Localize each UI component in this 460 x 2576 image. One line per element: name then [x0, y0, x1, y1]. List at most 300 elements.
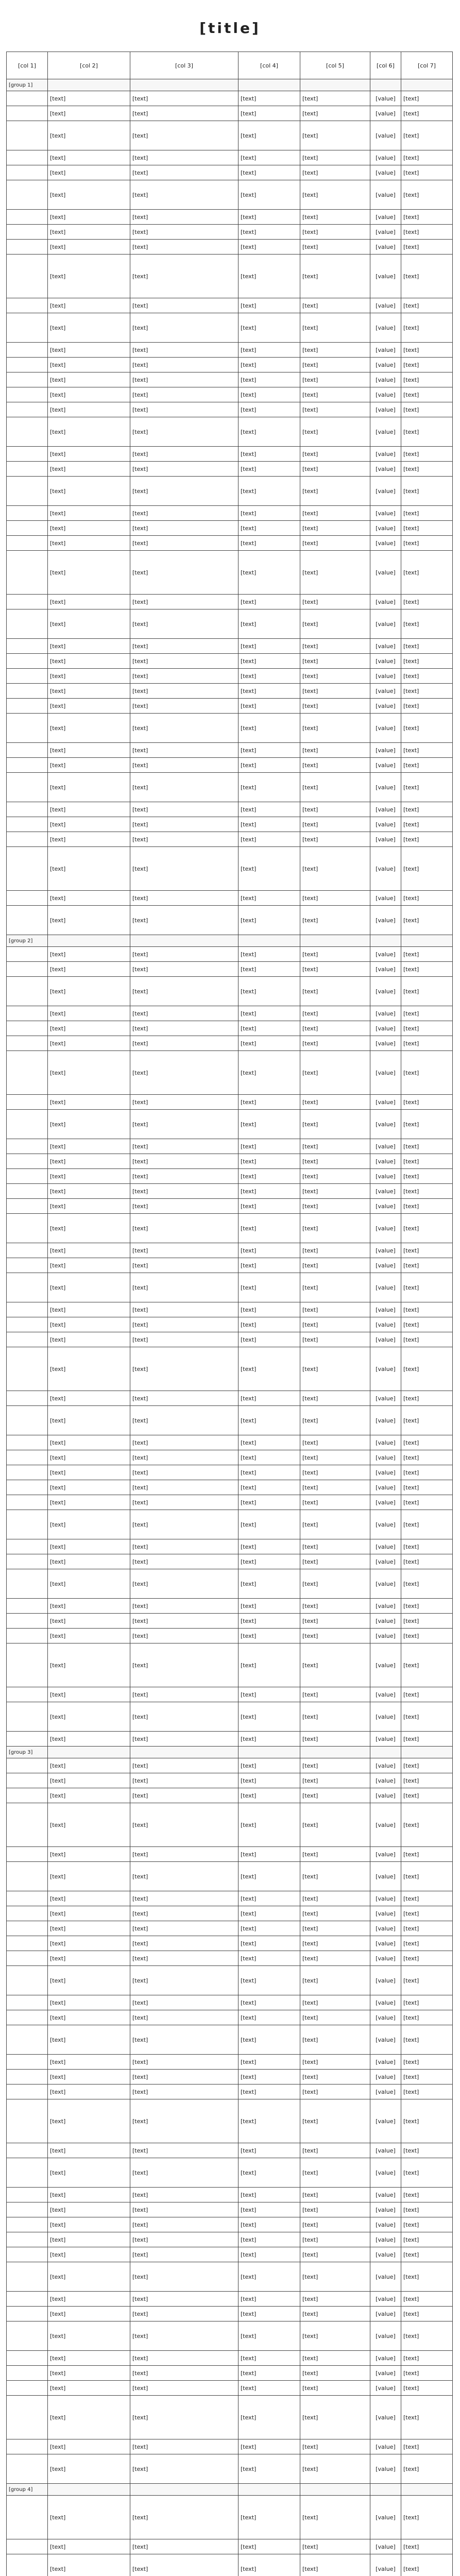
table-cell: [value]: [370, 654, 401, 669]
table-cell: [text]: [238, 1169, 300, 1184]
table-cell: [text]: [300, 947, 370, 962]
table-cell: [text]: [300, 2366, 370, 2381]
table-cell: [value]: [370, 1758, 401, 1773]
table-cell: [value]: [370, 358, 401, 372]
table-cell: [text]: [130, 2247, 238, 2262]
table-row: [7, 521, 453, 536]
table-row: [7, 669, 453, 684]
table-cell: [text]: [401, 1599, 453, 1614]
table-cell: [text]: [401, 1891, 453, 1906]
table-cell: [text]: [48, 1788, 130, 1803]
table-cell: [text]: [300, 2454, 370, 2484]
table-cell: [text]: [401, 2292, 453, 2307]
table-cell: [text]: [300, 1891, 370, 1906]
table-cell: [text]: [300, 1095, 370, 1110]
table-cell: [text]: [48, 1317, 130, 1332]
table-cell: [7, 1391, 48, 1406]
table-cell: [text]: [238, 536, 300, 551]
table-row: [7, 1332, 453, 1347]
table-cell: [text]: [130, 906, 238, 935]
group-empty-cell: [48, 1747, 130, 1758]
table-cell: [7, 891, 48, 906]
table-cell: [text]: [300, 1906, 370, 1921]
table-cell: [text]: [401, 817, 453, 832]
table-cell: [text]: [300, 402, 370, 417]
table-cell: [text]: [401, 1184, 453, 1199]
table-cell: [text]: [401, 2439, 453, 2454]
table-cell: [text]: [130, 121, 238, 150]
table-cell: [text]: [300, 165, 370, 180]
table-cell: [7, 1966, 48, 1995]
table-cell: [text]: [238, 1006, 300, 1021]
table-cell: [value]: [370, 1847, 401, 1862]
table-cell: [text]: [238, 1803, 300, 1847]
table-cell: [text]: [401, 2084, 453, 2099]
table-cell: [value]: [370, 521, 401, 536]
table-cell: [text]: [48, 1435, 130, 1450]
table-cell: [7, 402, 48, 417]
table-cell: [7, 2292, 48, 2307]
table-cell: [7, 2099, 48, 2143]
table-cell: [text]: [300, 536, 370, 551]
table-cell: [text]: [130, 1906, 238, 1921]
table-cell: [text]: [238, 1629, 300, 1643]
table-cell: [text]: [130, 669, 238, 684]
table-cell: [text]: [300, 832, 370, 847]
table-cell: [text]: [130, 1139, 238, 1154]
table-cell: [value]: [370, 802, 401, 817]
table-cell: [text]: [300, 1951, 370, 1966]
table-cell: [text]: [300, 1021, 370, 1036]
table-cell: [text]: [401, 2070, 453, 2084]
table-cell: [value]: [370, 2055, 401, 2070]
table-cell: [7, 313, 48, 343]
table-cell: [text]: [300, 2307, 370, 2321]
header-cell: [col 6]: [370, 52, 401, 79]
table-cell: [7, 1643, 48, 1687]
table-cell: [text]: [48, 1391, 130, 1406]
table-cell: [value]: [370, 1788, 401, 1803]
table-cell: [text]: [300, 1317, 370, 1332]
table-cell: [text]: [130, 2539, 238, 2554]
table-cell: [text]: [130, 2232, 238, 2247]
table-cell: [text]: [238, 2143, 300, 2158]
table-cell: [text]: [238, 891, 300, 906]
table-cell: [text]: [401, 2217, 453, 2232]
table-cell: [text]: [238, 684, 300, 699]
table-cell: [text]: [401, 1214, 453, 1243]
table-cell: [text]: [401, 1391, 453, 1406]
table-cell: [value]: [370, 1184, 401, 1199]
table-cell: [text]: [401, 947, 453, 962]
table-cell: [7, 2070, 48, 2084]
table-row: [7, 210, 453, 225]
table-cell: [text]: [401, 1773, 453, 1788]
table-cell: [value]: [370, 1906, 401, 1921]
table-cell: [text]: [401, 1465, 453, 1480]
table-cell: [value]: [370, 684, 401, 699]
table-cell: [text]: [401, 1169, 453, 1184]
table-cell: [text]: [130, 1406, 238, 1435]
table-cell: [text]: [130, 2292, 238, 2307]
table-cell: [value]: [370, 2439, 401, 2454]
table-cell: [text]: [401, 2366, 453, 2381]
table-cell: [text]: [300, 1803, 370, 1847]
table-cell: [text]: [130, 891, 238, 906]
table-cell: [text]: [48, 595, 130, 609]
table-cell: [text]: [238, 2454, 300, 2484]
table-cell: [value]: [370, 2188, 401, 2202]
table-row: [7, 1702, 453, 1732]
table-cell: [text]: [401, 1406, 453, 1435]
table-cell: [text]: [401, 1629, 453, 1643]
table-cell: [7, 2262, 48, 2292]
table-cell: [text]: [48, 1554, 130, 1569]
table-cell: [text]: [401, 1051, 453, 1095]
table-cell: [text]: [238, 2539, 300, 2554]
table-cell: [text]: [238, 2217, 300, 2232]
table-cell: [value]: [370, 891, 401, 906]
table-cell: [text]: [401, 847, 453, 891]
table-cell: [7, 2351, 48, 2366]
table-cell: [value]: [370, 2247, 401, 2262]
table-cell: [text]: [238, 521, 300, 536]
table-cell: [7, 1702, 48, 1732]
table-cell: [7, 2439, 48, 2454]
table-cell: [7, 536, 48, 551]
table-body: [7, 79, 453, 2576]
table-cell: [text]: [130, 180, 238, 210]
table-row: [7, 2010, 453, 2025]
table-cell: [7, 1891, 48, 1906]
table-cell: [value]: [370, 1480, 401, 1495]
table-cell: [value]: [370, 2321, 401, 2351]
group-empty-cell: [401, 935, 453, 947]
table-cell: [text]: [130, 150, 238, 165]
table-cell: [text]: [130, 1921, 238, 1936]
table-row: [7, 906, 453, 935]
table-cell: [text]: [238, 595, 300, 609]
table-cell: [text]: [300, 1258, 370, 1273]
table-cell: [text]: [48, 240, 130, 255]
table-cell: [text]: [48, 1243, 130, 1258]
group-empty-cell: [130, 79, 238, 91]
table-cell: [text]: [130, 1643, 238, 1687]
table-row: [7, 832, 453, 847]
table-cell: [text]: [401, 225, 453, 240]
table-row: [7, 1006, 453, 1021]
group-label: [group 3]: [7, 1747, 48, 1758]
table-cell: [text]: [300, 1214, 370, 1243]
table-cell: [text]: [401, 699, 453, 714]
table-cell: [text]: [48, 1021, 130, 1036]
table-cell: [text]: [401, 1273, 453, 1302]
table-cell: [text]: [130, 699, 238, 714]
header-cell: [col 2]: [48, 52, 130, 79]
table-cell: [text]: [48, 506, 130, 521]
table-cell: [text]: [130, 977, 238, 1006]
table-cell: [value]: [370, 906, 401, 935]
table-cell: [text]: [130, 1951, 238, 1966]
table-cell: [7, 1921, 48, 1936]
table-cell: [text]: [300, 1599, 370, 1614]
table-row: [7, 2554, 453, 2576]
table-cell: [text]: [300, 1450, 370, 1465]
table-cell: [text]: [48, 891, 130, 906]
table-cell: [text]: [238, 225, 300, 240]
table-cell: [text]: [300, 521, 370, 536]
table-row: [7, 225, 453, 240]
table-cell: [text]: [48, 2292, 130, 2307]
table-cell: [value]: [370, 165, 401, 180]
table-cell: [text]: [238, 1554, 300, 1569]
table-cell: [text]: [48, 1036, 130, 1051]
table-row: [7, 1110, 453, 1139]
table-cell: [text]: [300, 2188, 370, 2202]
table-cell: [text]: [48, 210, 130, 225]
table-cell: [text]: [238, 906, 300, 935]
table-cell: [text]: [48, 521, 130, 536]
table-row: [7, 1951, 453, 1966]
table-cell: [text]: [48, 847, 130, 891]
table-cell: [text]: [238, 2496, 300, 2539]
table-cell: [text]: [300, 669, 370, 684]
table-cell: [value]: [370, 847, 401, 891]
table-cell: [text]: [300, 1629, 370, 1643]
table-cell: [text]: [401, 962, 453, 977]
table-row: [7, 2396, 453, 2439]
table-cell: [text]: [48, 1599, 130, 1614]
table-cell: [text]: [300, 1788, 370, 1803]
table-cell: [7, 1803, 48, 1847]
table-cell: [7, 743, 48, 758]
table-cell: [text]: [300, 313, 370, 343]
table-cell: [text]: [401, 1862, 453, 1891]
table-cell: [7, 2232, 48, 2247]
table-cell: [7, 521, 48, 536]
table-row: [7, 313, 453, 343]
table-row: [7, 1450, 453, 1465]
table-cell: [7, 1258, 48, 1273]
table-cell: [text]: [130, 1995, 238, 2010]
table-cell: [value]: [370, 1921, 401, 1936]
table-cell: [text]: [401, 1435, 453, 1450]
table-cell: [text]: [48, 684, 130, 699]
table-cell: [value]: [370, 2381, 401, 2396]
table-row: [7, 1732, 453, 1747]
table-cell: [text]: [401, 1154, 453, 1169]
table-row: [7, 1629, 453, 1643]
table-row: [7, 536, 453, 551]
table-cell: [text]: [401, 1732, 453, 1747]
table-cell: [value]: [370, 91, 401, 106]
table-cell: [text]: [300, 1732, 370, 1747]
table-cell: [text]: [238, 1465, 300, 1480]
table-cell: [7, 1006, 48, 1021]
table-cell: [value]: [370, 1199, 401, 1214]
table-cell: [7, 240, 48, 255]
table-row: [7, 1862, 453, 1891]
table-cell: [text]: [130, 1862, 238, 1891]
group-empty-cell: [300, 2484, 370, 2496]
table-cell: [text]: [300, 1184, 370, 1199]
table-cell: [text]: [238, 699, 300, 714]
table-cell: [text]: [238, 1758, 300, 1773]
table-cell: [text]: [130, 165, 238, 180]
table-cell: [7, 977, 48, 1006]
table-cell: [text]: [130, 1095, 238, 1110]
table-cell: [text]: [130, 1450, 238, 1465]
table-cell: [7, 654, 48, 669]
table-cell: [value]: [370, 1599, 401, 1614]
table-cell: [7, 2247, 48, 2262]
table-cell: [text]: [238, 773, 300, 802]
table-cell: [text]: [48, 2202, 130, 2217]
table-cell: [7, 2143, 48, 2158]
table-cell: [text]: [401, 2307, 453, 2321]
table-cell: [value]: [370, 1243, 401, 1258]
table-cell: [value]: [370, 447, 401, 462]
table-cell: [text]: [300, 1569, 370, 1599]
table-row: [7, 1435, 453, 1450]
table-cell: [7, 817, 48, 832]
table-cell: [text]: [238, 1317, 300, 1332]
table-cell: [text]: [238, 240, 300, 255]
group-empty-cell: [48, 79, 130, 91]
table-cell: [text]: [238, 358, 300, 372]
table-cell: [text]: [130, 1629, 238, 1643]
table-cell: [text]: [401, 1995, 453, 2010]
table-cell: [text]: [48, 2539, 130, 2554]
table-cell: [text]: [401, 1139, 453, 1154]
table-cell: [text]: [238, 210, 300, 225]
table-cell: [value]: [370, 1006, 401, 1021]
table-row: [7, 891, 453, 906]
table-cell: [text]: [130, 2084, 238, 2099]
table-cell: [text]: [48, 743, 130, 758]
table-cell: [text]: [300, 2158, 370, 2188]
table-cell: [text]: [130, 2055, 238, 2070]
table-cell: [text]: [300, 358, 370, 372]
table-cell: [7, 832, 48, 847]
table-cell: [text]: [130, 1847, 238, 1862]
table-cell: [text]: [238, 1480, 300, 1495]
table-cell: [text]: [130, 521, 238, 536]
table-cell: [value]: [370, 121, 401, 150]
table-cell: [value]: [370, 372, 401, 387]
table-cell: [7, 1788, 48, 1803]
table-row: [7, 1569, 453, 1599]
table-cell: [text]: [300, 1643, 370, 1687]
table-cell: [text]: [48, 536, 130, 551]
table-cell: [text]: [300, 372, 370, 387]
table-cell: [text]: [130, 506, 238, 521]
table-cell: [text]: [238, 1406, 300, 1435]
table-cell: [text]: [300, 1995, 370, 2010]
table-row: [7, 817, 453, 832]
table-cell: [text]: [48, 343, 130, 358]
table-row: [7, 417, 453, 447]
table-cell: [text]: [238, 1347, 300, 1391]
table-cell: [text]: [48, 1921, 130, 1936]
table-cell: [value]: [370, 1095, 401, 1110]
table-cell: [value]: [370, 2496, 401, 2539]
table-cell: [text]: [130, 1391, 238, 1406]
table-cell: [value]: [370, 669, 401, 684]
table-cell: [7, 1302, 48, 1317]
table-cell: [text]: [401, 536, 453, 551]
table-row: [7, 2366, 453, 2381]
table-cell: [value]: [370, 477, 401, 506]
table-cell: [text]: [300, 91, 370, 106]
table-cell: [text]: [48, 1732, 130, 1747]
table-cell: [text]: [401, 714, 453, 743]
table-cell: [text]: [48, 387, 130, 402]
table-cell: [value]: [370, 1495, 401, 1510]
table-cell: [text]: [48, 1614, 130, 1629]
table-cell: [text]: [238, 180, 300, 210]
group-empty-cell: [370, 79, 401, 91]
table-cell: [text]: [130, 1510, 238, 1539]
group-label: [group 4]: [7, 2484, 48, 2496]
table-cell: [text]: [401, 2321, 453, 2351]
table-cell: [value]: [370, 2217, 401, 2232]
header-cell: [col 4]: [238, 52, 300, 79]
group-empty-cell: [370, 1747, 401, 1758]
header-cell: [col 3]: [130, 52, 238, 79]
table-cell: [text]: [401, 2262, 453, 2292]
table-cell: [text]: [300, 1847, 370, 1862]
table-cell: [text]: [401, 1347, 453, 1391]
table-cell: [text]: [130, 462, 238, 477]
table-cell: [value]: [370, 1258, 401, 1273]
table-cell: [value]: [370, 1891, 401, 1906]
table-cell: [text]: [238, 1936, 300, 1951]
table-cell: [7, 1480, 48, 1495]
table-cell: [text]: [401, 2232, 453, 2247]
table-cell: [text]: [130, 832, 238, 847]
table-cell: [value]: [370, 2099, 401, 2143]
table-cell: [text]: [300, 1495, 370, 1510]
table-cell: [text]: [300, 2010, 370, 2025]
table-row: [7, 2307, 453, 2321]
table-row: [7, 699, 453, 714]
table-cell: [text]: [48, 699, 130, 714]
table-cell: [value]: [370, 2307, 401, 2321]
table-cell: [7, 2025, 48, 2055]
table-cell: [text]: [238, 2099, 300, 2143]
table-cell: [text]: [300, 1862, 370, 1891]
table-cell: [7, 210, 48, 225]
table-cell: [text]: [130, 1006, 238, 1021]
table-cell: [text]: [238, 1614, 300, 1629]
table-cell: [7, 2307, 48, 2321]
table-cell: [7, 462, 48, 477]
table-row: [7, 1687, 453, 1702]
table-cell: [text]: [130, 2143, 238, 2158]
table-cell: [value]: [370, 1450, 401, 1465]
table-cell: [text]: [300, 1510, 370, 1539]
table-cell: [text]: [238, 2307, 300, 2321]
table-cell: [value]: [370, 2202, 401, 2217]
table-cell: [text]: [238, 1332, 300, 1347]
table-cell: [text]: [401, 2554, 453, 2576]
table-cell: [text]: [130, 1936, 238, 1951]
table-cell: [text]: [401, 1258, 453, 1273]
table-cell: [text]: [401, 1302, 453, 1317]
table-cell: [7, 1273, 48, 1302]
table-cell: [value]: [370, 1154, 401, 1169]
